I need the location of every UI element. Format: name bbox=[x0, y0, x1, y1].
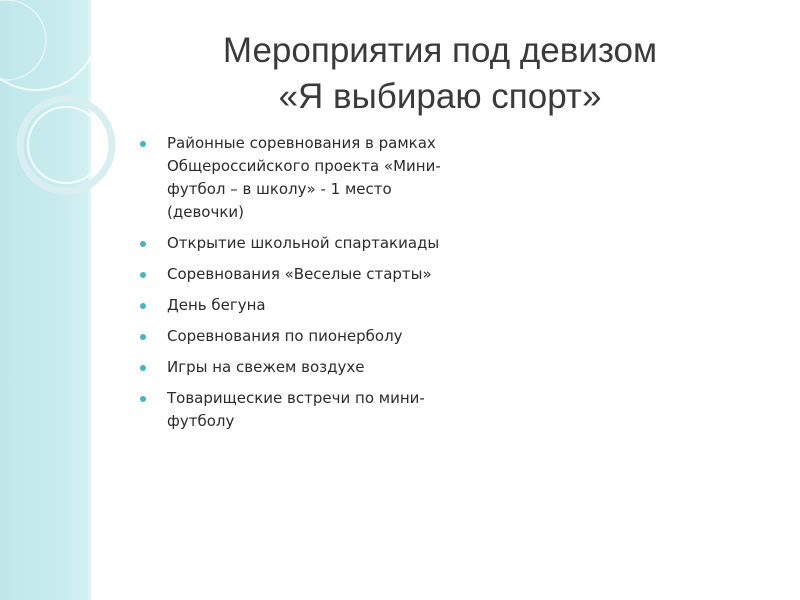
events-bullet-list bbox=[138, 132, 468, 441]
decorative-circles-graphic bbox=[0, 0, 140, 260]
bullet-dot-icon bbox=[140, 334, 146, 340]
deco-ring-outer bbox=[20, 99, 112, 191]
slide-title-line-1: Мероприятия под девизом bbox=[222, 31, 658, 70]
list-item bbox=[138, 294, 468, 317]
list-item bbox=[138, 387, 468, 433]
list-item bbox=[138, 356, 468, 379]
list-item bbox=[138, 325, 468, 348]
deco-circle-large bbox=[0, 0, 98, 90]
bullet-dot-icon bbox=[140, 303, 146, 309]
list-item bbox=[138, 263, 468, 286]
bullet-dot-icon bbox=[140, 241, 146, 247]
list-item-text: Товарищеские встречи по мини-футболу bbox=[167, 389, 425, 430]
list-item-text: Открытие школьной спартакиады bbox=[167, 234, 440, 252]
list-item bbox=[138, 132, 468, 224]
deco-circle-small bbox=[0, 0, 46, 80]
bullet-dot-icon bbox=[140, 365, 146, 371]
slide-title bbox=[160, 28, 720, 120]
list-item-text: Районные соревнования в рамках Общероссийского проекта «Мини-футбол – в школу» - 1 место (девочки) bbox=[167, 134, 441, 221]
bullet-dot-icon bbox=[140, 396, 146, 402]
slide-title-line-2: «Я выбираю спорт» bbox=[278, 77, 602, 116]
list-item-text: Соревнования «Веселые старты» bbox=[167, 265, 432, 283]
list-item-text: День бегуна bbox=[167, 296, 266, 314]
deco-ring-inner bbox=[28, 107, 104, 183]
list-item bbox=[138, 232, 468, 255]
bullet-dot-icon bbox=[140, 141, 146, 147]
list-item-text: Игры на свежем воздухе bbox=[167, 358, 365, 376]
bullet-dot-icon bbox=[140, 272, 146, 278]
list-item-text: Соревнования по пионерболу bbox=[167, 327, 403, 345]
